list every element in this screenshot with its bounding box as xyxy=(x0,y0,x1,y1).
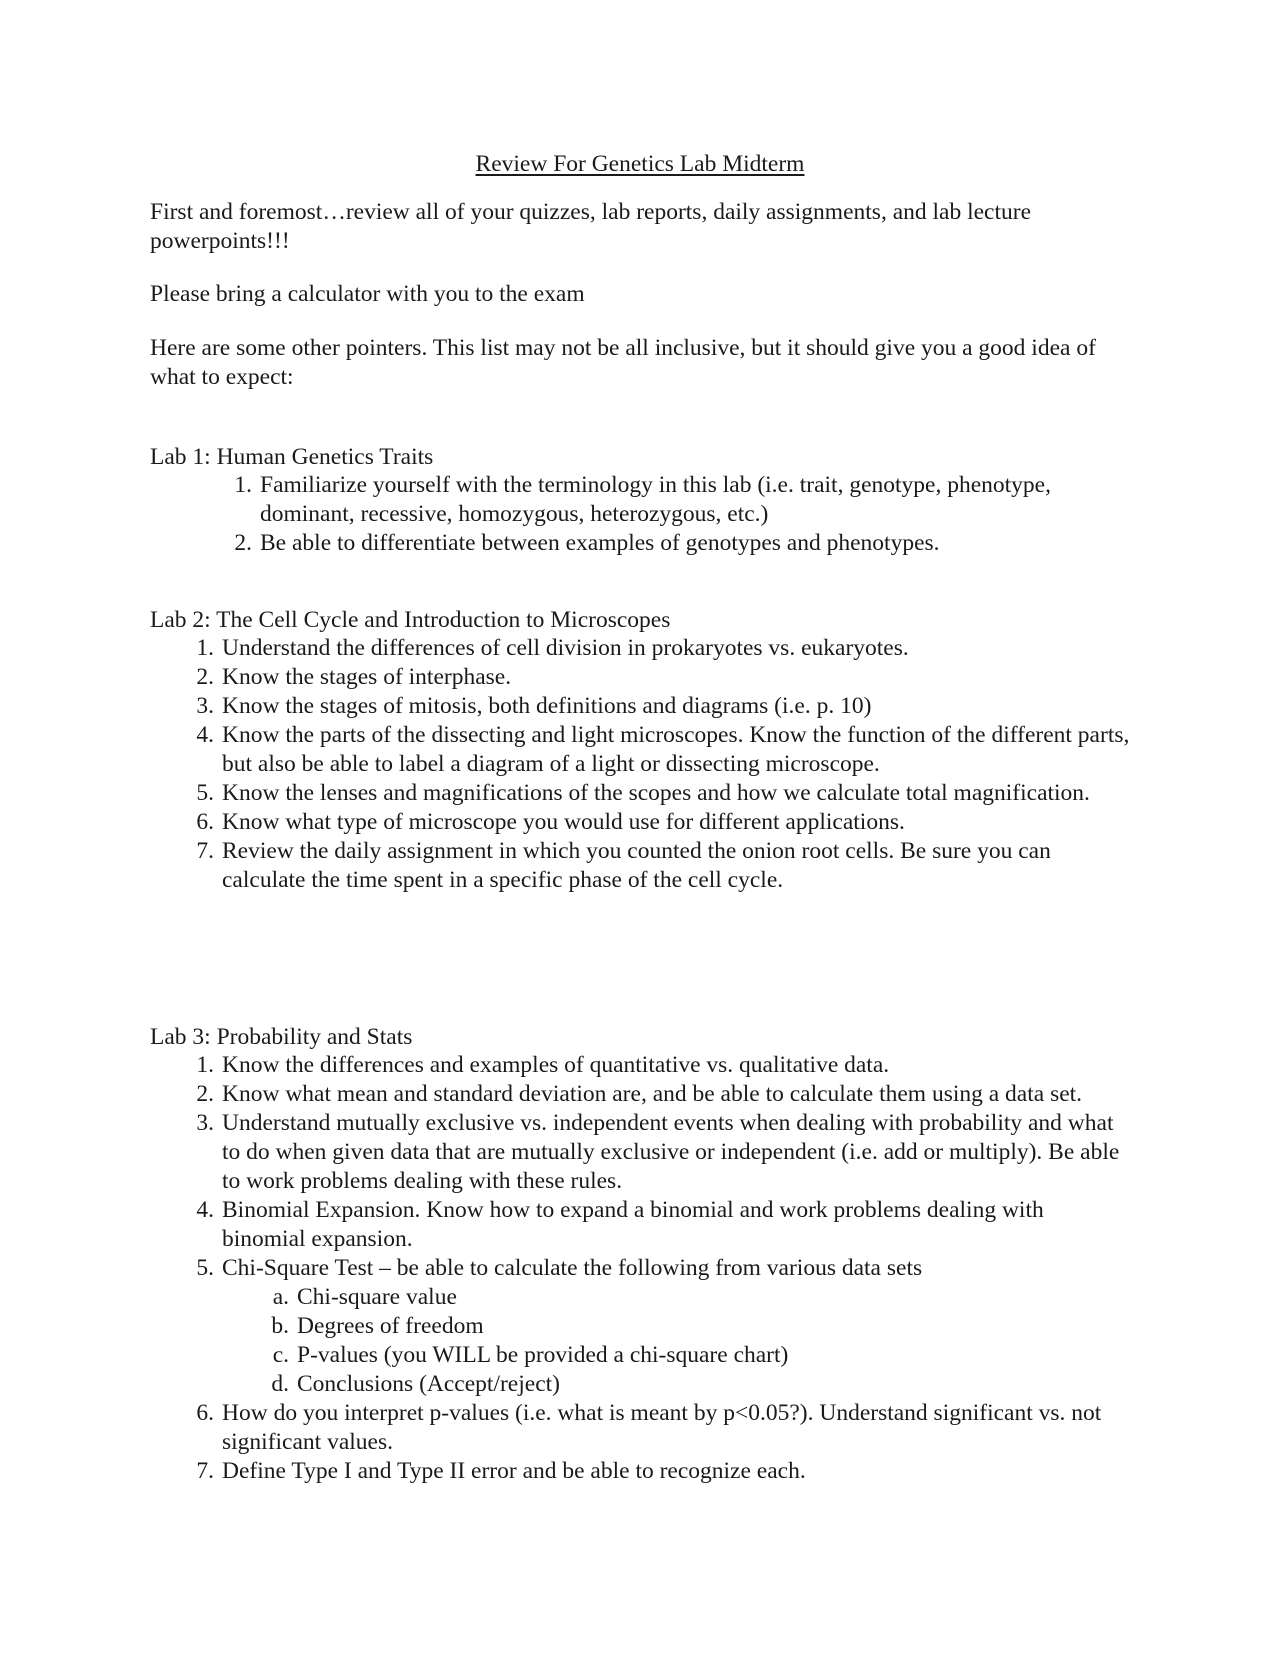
list-item xyxy=(234,529,1130,558)
list-text: Know the stages of mitosis, both definitions and diagrams (i.e. p. 10) xyxy=(222,693,872,719)
list-number: 1. xyxy=(234,472,252,498)
list-number: 2. xyxy=(196,664,214,690)
chi-square-sublist xyxy=(271,1283,1130,1399)
sublist-text: P-values (you WILL be provided a chi-square chart) xyxy=(297,1342,789,1368)
list-text: Review the daily assignment in which you counted the onion root cells. Be sure you can calculate the time spent in a specific phase of the cell cycle. xyxy=(222,838,1051,893)
list-text: Know the stages of interphase. xyxy=(222,664,512,690)
list-text: Familiarize yourself with the terminology in this lab (i.e. trait, genotype, phenotype, dominant, recessive, homozygous, heterozygous, etc.) xyxy=(260,472,1051,527)
list-item xyxy=(196,634,1130,663)
lab3-list xyxy=(196,1051,1130,1486)
lab1-heading: Lab 1: Human Genetics Traits xyxy=(150,444,434,470)
list-number: 1. xyxy=(196,635,214,661)
list-number: 3. xyxy=(196,1110,214,1136)
lab1-list xyxy=(234,471,1130,558)
sublist-item xyxy=(271,1370,1130,1399)
list-text: Know the differences and examples of quantitative vs. qualitative data. xyxy=(222,1052,890,1078)
list-item xyxy=(196,1457,1130,1486)
sublist-item xyxy=(272,1341,1130,1370)
list-item xyxy=(196,808,1130,837)
list-number: 2. xyxy=(196,1081,214,1107)
list-item xyxy=(196,1399,1130,1457)
sublist-letter: d. xyxy=(271,1371,289,1397)
list-text: Know the lenses and magnifications of the scopes and how we calculate total magnification. xyxy=(222,780,1090,806)
lab2-heading: Lab 2: The Cell Cycle and Introduction to Microscopes xyxy=(150,607,671,633)
sublist-item xyxy=(272,1283,1130,1312)
list-text: Know what type of microscope you would use for different applications. xyxy=(222,809,905,835)
intro-paragraph-3: Here are some other pointers. This list may not be all inclusive, but it should give you a good idea of what to expect: xyxy=(150,335,1096,390)
list-number: 6. xyxy=(196,1400,214,1426)
list-item xyxy=(196,1080,1130,1109)
list-text: Binomial Expansion. Know how to expand a binomial and work problems dealing with binomial expansion. xyxy=(222,1197,1044,1252)
list-item xyxy=(196,1254,1130,1399)
list-text: Understand mutually exclusive vs. independent events when dealing with probability and what to do when given data that are mutually exclusive or independent (i.e. add or multiply). Be able to work problems dealing with these rules. xyxy=(222,1110,1120,1194)
intro-paragraph-2: Please bring a calculator with you to the exam xyxy=(150,281,585,307)
list-text: How do you interpret p-values (i.e. what is meant by p<0.05?). Understand significant vs. not significant values. xyxy=(222,1400,1102,1455)
list-number: 2. xyxy=(234,530,252,556)
list-item xyxy=(196,692,1130,721)
sublist-letter: a. xyxy=(272,1284,289,1310)
list-text: Define Type I and Type II error and be able to recognize each. xyxy=(222,1458,806,1484)
list-item xyxy=(196,837,1130,895)
list-item xyxy=(196,779,1130,808)
sublist-text: Chi-square value xyxy=(297,1284,457,1310)
list-item xyxy=(196,721,1130,779)
lab2-list xyxy=(196,634,1130,895)
list-item xyxy=(196,1196,1130,1254)
list-number: 7. xyxy=(196,838,214,864)
page-title: Review For Genetics Lab Midterm xyxy=(475,151,805,177)
list-number: 7. xyxy=(196,1458,214,1484)
lab3-heading: Lab 3: Probability and Stats xyxy=(150,1024,413,1050)
sublist-text: Conclusions (Accept/reject) xyxy=(297,1371,560,1397)
list-text: Chi-Square Test – be able to calculate the following from various data sets xyxy=(222,1255,923,1281)
list-text: Understand the differences of cell division in prokaryotes vs. eukaryotes. xyxy=(222,635,909,661)
list-number: 1. xyxy=(196,1052,214,1078)
sublist-letter: b. xyxy=(271,1313,289,1339)
list-number: 3. xyxy=(196,693,214,719)
list-item xyxy=(196,1109,1130,1196)
list-item xyxy=(234,471,1130,529)
list-item xyxy=(196,1051,1130,1080)
list-text: Know what mean and standard deviation are, and be able to calculate them using a data set. xyxy=(222,1081,1083,1107)
list-number: 4. xyxy=(196,1197,214,1223)
sublist-text: Degrees of freedom xyxy=(297,1313,484,1339)
list-text: Be able to differentiate between examples of genotypes and phenotypes. xyxy=(260,530,940,556)
list-number: 6. xyxy=(196,809,214,835)
list-number: 4. xyxy=(196,722,214,748)
sublist-letter: c. xyxy=(272,1342,289,1368)
list-text: Know the parts of the dissecting and light microscopes. Know the function of the different parts, but also be able to label a diagram of a light or dissecting microscope. xyxy=(222,722,1130,777)
sublist-item xyxy=(271,1312,1130,1341)
intro-paragraph-1: First and foremost…review all of your quizzes, lab reports, daily assignments, and lab lecture powerpoints!!! xyxy=(150,199,1032,254)
list-number: 5. xyxy=(196,1255,214,1281)
list-item xyxy=(196,663,1130,692)
list-number: 5. xyxy=(196,780,214,806)
